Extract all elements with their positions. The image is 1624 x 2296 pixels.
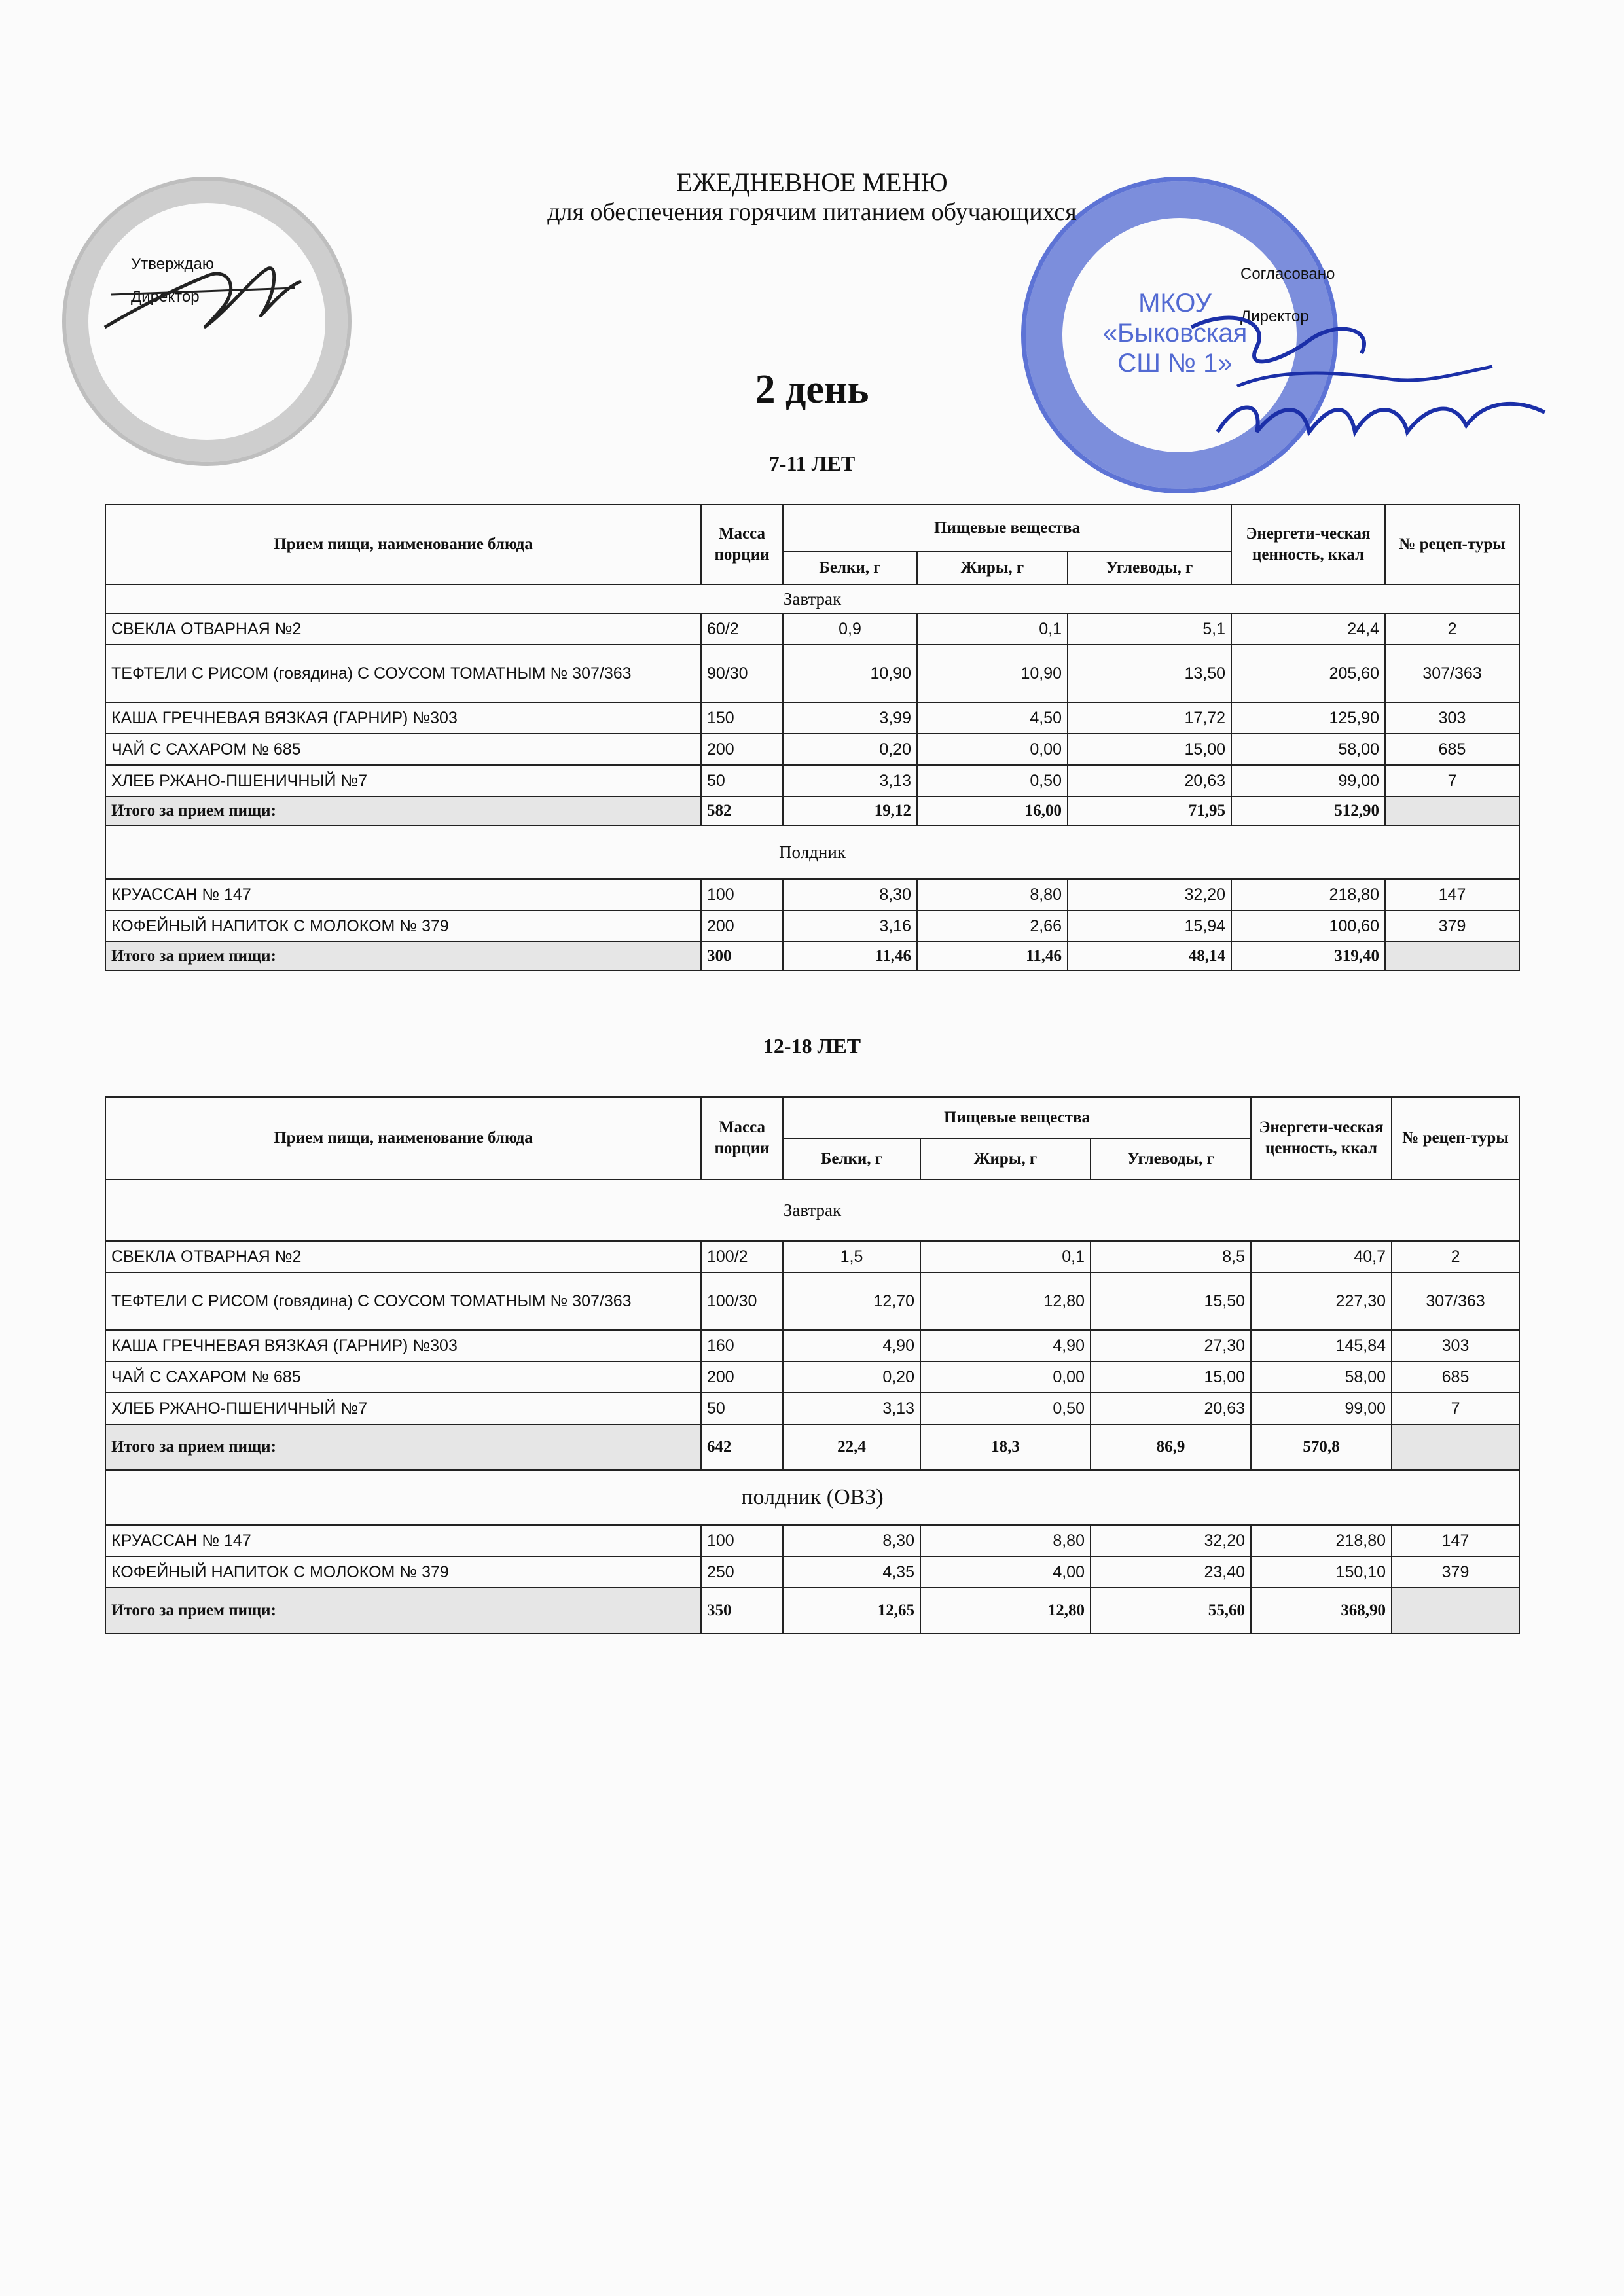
table-row bbox=[105, 734, 1519, 765]
dish-recipe: 147 bbox=[1392, 1525, 1519, 1556]
stamp-org-text: МКОУ «Быковская СШ № 1» bbox=[1102, 289, 1248, 378]
dish-recipe: 303 bbox=[1392, 1330, 1519, 1361]
section-title: Полдник bbox=[105, 825, 1519, 879]
document-title: ЕЖЕДНЕВНОЕ МЕНЮ bbox=[676, 168, 948, 197]
director2-label: Директор bbox=[1240, 308, 1309, 325]
dish-recipe: 307/363 bbox=[1392, 1272, 1519, 1330]
dish-name: СВЕКЛА ОТВАРНАЯ №2 bbox=[105, 1241, 701, 1272]
total-recipe-empty bbox=[1392, 1424, 1519, 1470]
dish-fat: 8,80 bbox=[920, 1525, 1091, 1556]
dish-mass: 200 bbox=[701, 734, 783, 765]
dish-mass: 50 bbox=[701, 765, 783, 797]
total-carbs: 86,9 bbox=[1091, 1424, 1251, 1470]
dish-fat: 0,1 bbox=[917, 613, 1068, 645]
table-row bbox=[105, 1361, 1519, 1393]
dish-protein: 8,30 bbox=[783, 879, 917, 910]
dish-name: ЧАЙ С САХАРОМ № 685 bbox=[105, 1361, 701, 1393]
dish-carbs: 17,72 bbox=[1068, 702, 1231, 734]
age-group-1-title: 7-11 ЛЕТ bbox=[768, 452, 856, 475]
total-fat: 12,80 bbox=[920, 1588, 1091, 1634]
dish-recipe: 685 bbox=[1392, 1361, 1519, 1393]
dish-mass: 200 bbox=[701, 910, 783, 942]
dish-protein: 3,16 bbox=[783, 910, 917, 942]
col-header-carbs: Углеводы, г bbox=[1091, 1139, 1251, 1179]
menu-table-12-18 bbox=[105, 1096, 1520, 1634]
dish-energy: 150,10 bbox=[1251, 1556, 1392, 1588]
total-recipe-empty bbox=[1392, 1588, 1519, 1634]
col-header-recipe: № рецеп-туры bbox=[1385, 505, 1519, 584]
dish-fat: 0,50 bbox=[917, 765, 1068, 797]
dish-recipe: 7 bbox=[1392, 1393, 1519, 1424]
total-fat: 18,3 bbox=[920, 1424, 1091, 1470]
dish-energy: 125,90 bbox=[1231, 702, 1385, 734]
col-header-mass: Масса порции bbox=[701, 505, 783, 584]
document-subtitle: для обеспечения горячим питанием обучающихся bbox=[547, 198, 1077, 226]
col-header-name: Прием пищи, наименование блюда bbox=[105, 505, 701, 584]
dish-energy: 58,00 bbox=[1251, 1361, 1392, 1393]
table-row bbox=[105, 1272, 1519, 1330]
dish-fat: 0,1 bbox=[920, 1241, 1091, 1272]
total-protein: 11,46 bbox=[783, 942, 917, 971]
col-header-mass: Масса порции bbox=[701, 1097, 783, 1179]
dish-protein: 0,9 bbox=[783, 613, 917, 645]
dish-protein: 10,90 bbox=[783, 645, 917, 702]
dish-carbs: 32,20 bbox=[1091, 1525, 1251, 1556]
dish-mass: 100 bbox=[701, 1525, 783, 1556]
total-carbs: 71,95 bbox=[1068, 797, 1231, 825]
dish-name: КАША ГРЕЧНЕВАЯ ВЯЗКАЯ (ГАРНИР) №303 bbox=[105, 1330, 701, 1361]
dish-recipe: 303 bbox=[1385, 702, 1519, 734]
dish-protein: 8,30 bbox=[783, 1525, 920, 1556]
dish-protein: 3,13 bbox=[783, 765, 917, 797]
dish-protein: 3,13 bbox=[783, 1393, 920, 1424]
total-recipe-empty bbox=[1385, 797, 1519, 825]
dish-fat: 0,00 bbox=[920, 1361, 1091, 1393]
table-row bbox=[105, 879, 1519, 910]
dish-carbs: 20,63 bbox=[1068, 765, 1231, 797]
total-fat: 11,46 bbox=[917, 942, 1068, 971]
col-header-fat: Жиры, г bbox=[917, 552, 1068, 584]
dish-energy: 24,4 bbox=[1231, 613, 1385, 645]
dish-name: ЧАЙ С САХАРОМ № 685 bbox=[105, 734, 701, 765]
total-mass: 350 bbox=[701, 1588, 783, 1634]
dish-carbs: 13,50 bbox=[1068, 645, 1231, 702]
dish-name: ТЕФТЕЛИ С РИСОМ (говядина) С СОУСОМ ТОМАТНЫМ № 307/363 bbox=[105, 645, 701, 702]
dish-energy: 40,7 bbox=[1251, 1241, 1392, 1272]
dish-energy: 58,00 bbox=[1231, 734, 1385, 765]
dish-carbs: 5,1 bbox=[1068, 613, 1231, 645]
dish-name: ТЕФТЕЛИ С РИСОМ (говядина) С СОУСОМ ТОМАТНЫМ № 307/363 bbox=[105, 1272, 701, 1330]
col-header-carbs: Углеводы, г bbox=[1068, 552, 1231, 584]
dish-carbs: 20,63 bbox=[1091, 1393, 1251, 1424]
dish-protein: 4,35 bbox=[783, 1556, 920, 1588]
dish-recipe: 2 bbox=[1392, 1241, 1519, 1272]
table-row bbox=[105, 702, 1519, 734]
dish-protein: 12,70 bbox=[783, 1272, 920, 1330]
dish-mass: 100/2 bbox=[701, 1241, 783, 1272]
total-energy: 368,90 bbox=[1251, 1588, 1392, 1634]
col-header-protein: Белки, г bbox=[783, 1139, 920, 1179]
dish-carbs: 15,50 bbox=[1091, 1272, 1251, 1330]
approve-label: Утверждаю bbox=[131, 255, 214, 273]
section-title: Завтрак bbox=[105, 1179, 1519, 1241]
total-mass: 300 bbox=[701, 942, 783, 971]
dish-protein: 0,20 bbox=[783, 1361, 920, 1393]
section-title: Завтрак bbox=[105, 584, 1519, 613]
total-label: Итого за прием пищи: bbox=[105, 1424, 701, 1470]
total-energy: 319,40 bbox=[1231, 942, 1385, 971]
dish-mass: 90/30 bbox=[701, 645, 783, 702]
dish-mass: 160 bbox=[701, 1330, 783, 1361]
dish-recipe: 379 bbox=[1385, 910, 1519, 942]
day-title: 2 день bbox=[755, 367, 869, 412]
dish-fat: 0,00 bbox=[917, 734, 1068, 765]
dish-carbs: 27,30 bbox=[1091, 1330, 1251, 1361]
total-row bbox=[105, 942, 1519, 971]
table-row bbox=[105, 1393, 1519, 1424]
dish-carbs: 15,94 bbox=[1068, 910, 1231, 942]
dish-fat: 8,80 bbox=[917, 879, 1068, 910]
col-header-name: Прием пищи, наименование блюда bbox=[105, 1097, 701, 1179]
dish-fat: 4,50 bbox=[917, 702, 1068, 734]
total-label: Итого за прием пищи: bbox=[105, 1588, 701, 1634]
dish-protein: 1,5 bbox=[783, 1241, 920, 1272]
dish-protein: 4,90 bbox=[783, 1330, 920, 1361]
total-energy: 570,8 bbox=[1251, 1424, 1392, 1470]
dish-protein: 3,99 bbox=[783, 702, 917, 734]
dish-name: КРУАССАН № 147 bbox=[105, 1525, 701, 1556]
dish-energy: 218,80 bbox=[1251, 1525, 1392, 1556]
dish-energy: 227,30 bbox=[1251, 1272, 1392, 1330]
col-header-fat: Жиры, г bbox=[920, 1139, 1091, 1179]
dish-recipe: 685 bbox=[1385, 734, 1519, 765]
dish-recipe: 379 bbox=[1392, 1556, 1519, 1588]
table-row bbox=[105, 1241, 1519, 1272]
table-row bbox=[105, 910, 1519, 942]
total-carbs: 48,14 bbox=[1068, 942, 1231, 971]
dish-name: КРУАССАН № 147 bbox=[105, 879, 701, 910]
agreed-label: Согласовано bbox=[1240, 265, 1335, 283]
total-protein: 22,4 bbox=[783, 1424, 920, 1470]
table-row bbox=[105, 765, 1519, 797]
col-header-energy: Энергети-ческая ценность, ккал bbox=[1251, 1097, 1392, 1179]
dish-mass: 60/2 bbox=[701, 613, 783, 645]
dish-carbs: 32,20 bbox=[1068, 879, 1231, 910]
dish-mass: 200 bbox=[701, 1361, 783, 1393]
total-energy: 512,90 bbox=[1231, 797, 1385, 825]
dish-fat: 4,90 bbox=[920, 1330, 1091, 1361]
dish-name: КАША ГРЕЧНЕВАЯ ВЯЗКАЯ (ГАРНИР) №303 bbox=[105, 702, 701, 734]
dish-energy: 205,60 bbox=[1231, 645, 1385, 702]
table-row bbox=[105, 613, 1519, 645]
total-fat: 16,00 bbox=[917, 797, 1068, 825]
total-row bbox=[105, 1588, 1519, 1634]
col-header-protein: Белки, г bbox=[783, 552, 917, 584]
total-label: Итого за прием пищи: bbox=[105, 942, 701, 971]
dish-fat: 10,90 bbox=[917, 645, 1068, 702]
col-header-recipe: № рецеп-туры bbox=[1392, 1097, 1519, 1179]
dish-carbs: 15,00 bbox=[1068, 734, 1231, 765]
total-row bbox=[105, 797, 1519, 825]
director-signature bbox=[98, 249, 308, 353]
dish-name: КОФЕЙНЫЙ НАПИТОК С МОЛОКОМ № 379 bbox=[105, 910, 701, 942]
dish-name: СВЕКЛА ОТВАРНАЯ №2 bbox=[105, 613, 701, 645]
dish-mass: 150 bbox=[701, 702, 783, 734]
director-label: Директор bbox=[131, 288, 200, 306]
total-carbs: 55,60 bbox=[1091, 1588, 1251, 1634]
dish-carbs: 15,00 bbox=[1091, 1361, 1251, 1393]
dish-energy: 99,00 bbox=[1251, 1393, 1392, 1424]
total-mass: 642 bbox=[701, 1424, 783, 1470]
col-header-energy: Энергети-ческая ценность, ккал bbox=[1231, 505, 1385, 584]
dish-recipe: 147 bbox=[1385, 879, 1519, 910]
dish-protein: 0,20 bbox=[783, 734, 917, 765]
total-protein: 19,12 bbox=[783, 797, 917, 825]
col-header-nutrients: Пищевые вещества bbox=[783, 1097, 1251, 1139]
dish-fat: 0,50 bbox=[920, 1393, 1091, 1424]
total-protein: 12,65 bbox=[783, 1588, 920, 1634]
table-row bbox=[105, 645, 1519, 702]
dish-energy: 100,60 bbox=[1231, 910, 1385, 942]
dish-fat: 4,00 bbox=[920, 1556, 1091, 1588]
dish-mass: 100 bbox=[701, 879, 783, 910]
dish-fat: 12,80 bbox=[920, 1272, 1091, 1330]
table-row bbox=[105, 1556, 1519, 1588]
dish-energy: 218,80 bbox=[1231, 879, 1385, 910]
total-row bbox=[105, 1424, 1519, 1470]
section-title: полдник (ОВЗ) bbox=[105, 1470, 1519, 1525]
dish-name: ХЛЕБ РЖАНО-ПШЕНИЧНЫЙ №7 bbox=[105, 765, 701, 797]
age-group-2-title: 12-18 ЛЕТ bbox=[763, 1034, 861, 1058]
total-mass: 582 bbox=[701, 797, 783, 825]
dish-carbs: 23,40 bbox=[1091, 1556, 1251, 1588]
dish-recipe: 2 bbox=[1385, 613, 1519, 645]
dish-carbs: 8,5 bbox=[1091, 1241, 1251, 1272]
menu-table-7-11 bbox=[105, 504, 1520, 971]
dish-recipe: 7 bbox=[1385, 765, 1519, 797]
table-row bbox=[105, 1525, 1519, 1556]
col-header-nutrients: Пищевые вещества bbox=[783, 505, 1231, 552]
dish-mass: 250 bbox=[701, 1556, 783, 1588]
dish-mass: 100/30 bbox=[701, 1272, 783, 1330]
dish-energy: 99,00 bbox=[1231, 765, 1385, 797]
table-row bbox=[105, 1330, 1519, 1361]
total-label: Итого за прием пищи: bbox=[105, 797, 701, 825]
total-recipe-empty bbox=[1385, 942, 1519, 971]
dish-name: ХЛЕБ РЖАНО-ПШЕНИЧНЫЙ №7 bbox=[105, 1393, 701, 1424]
dish-recipe: 307/363 bbox=[1385, 645, 1519, 702]
dish-name: КОФЕЙНЫЙ НАПИТОК С МОЛОКОМ № 379 bbox=[105, 1556, 701, 1588]
dish-mass: 50 bbox=[701, 1393, 783, 1424]
dish-energy: 145,84 bbox=[1251, 1330, 1392, 1361]
dish-fat: 2,66 bbox=[917, 910, 1068, 942]
